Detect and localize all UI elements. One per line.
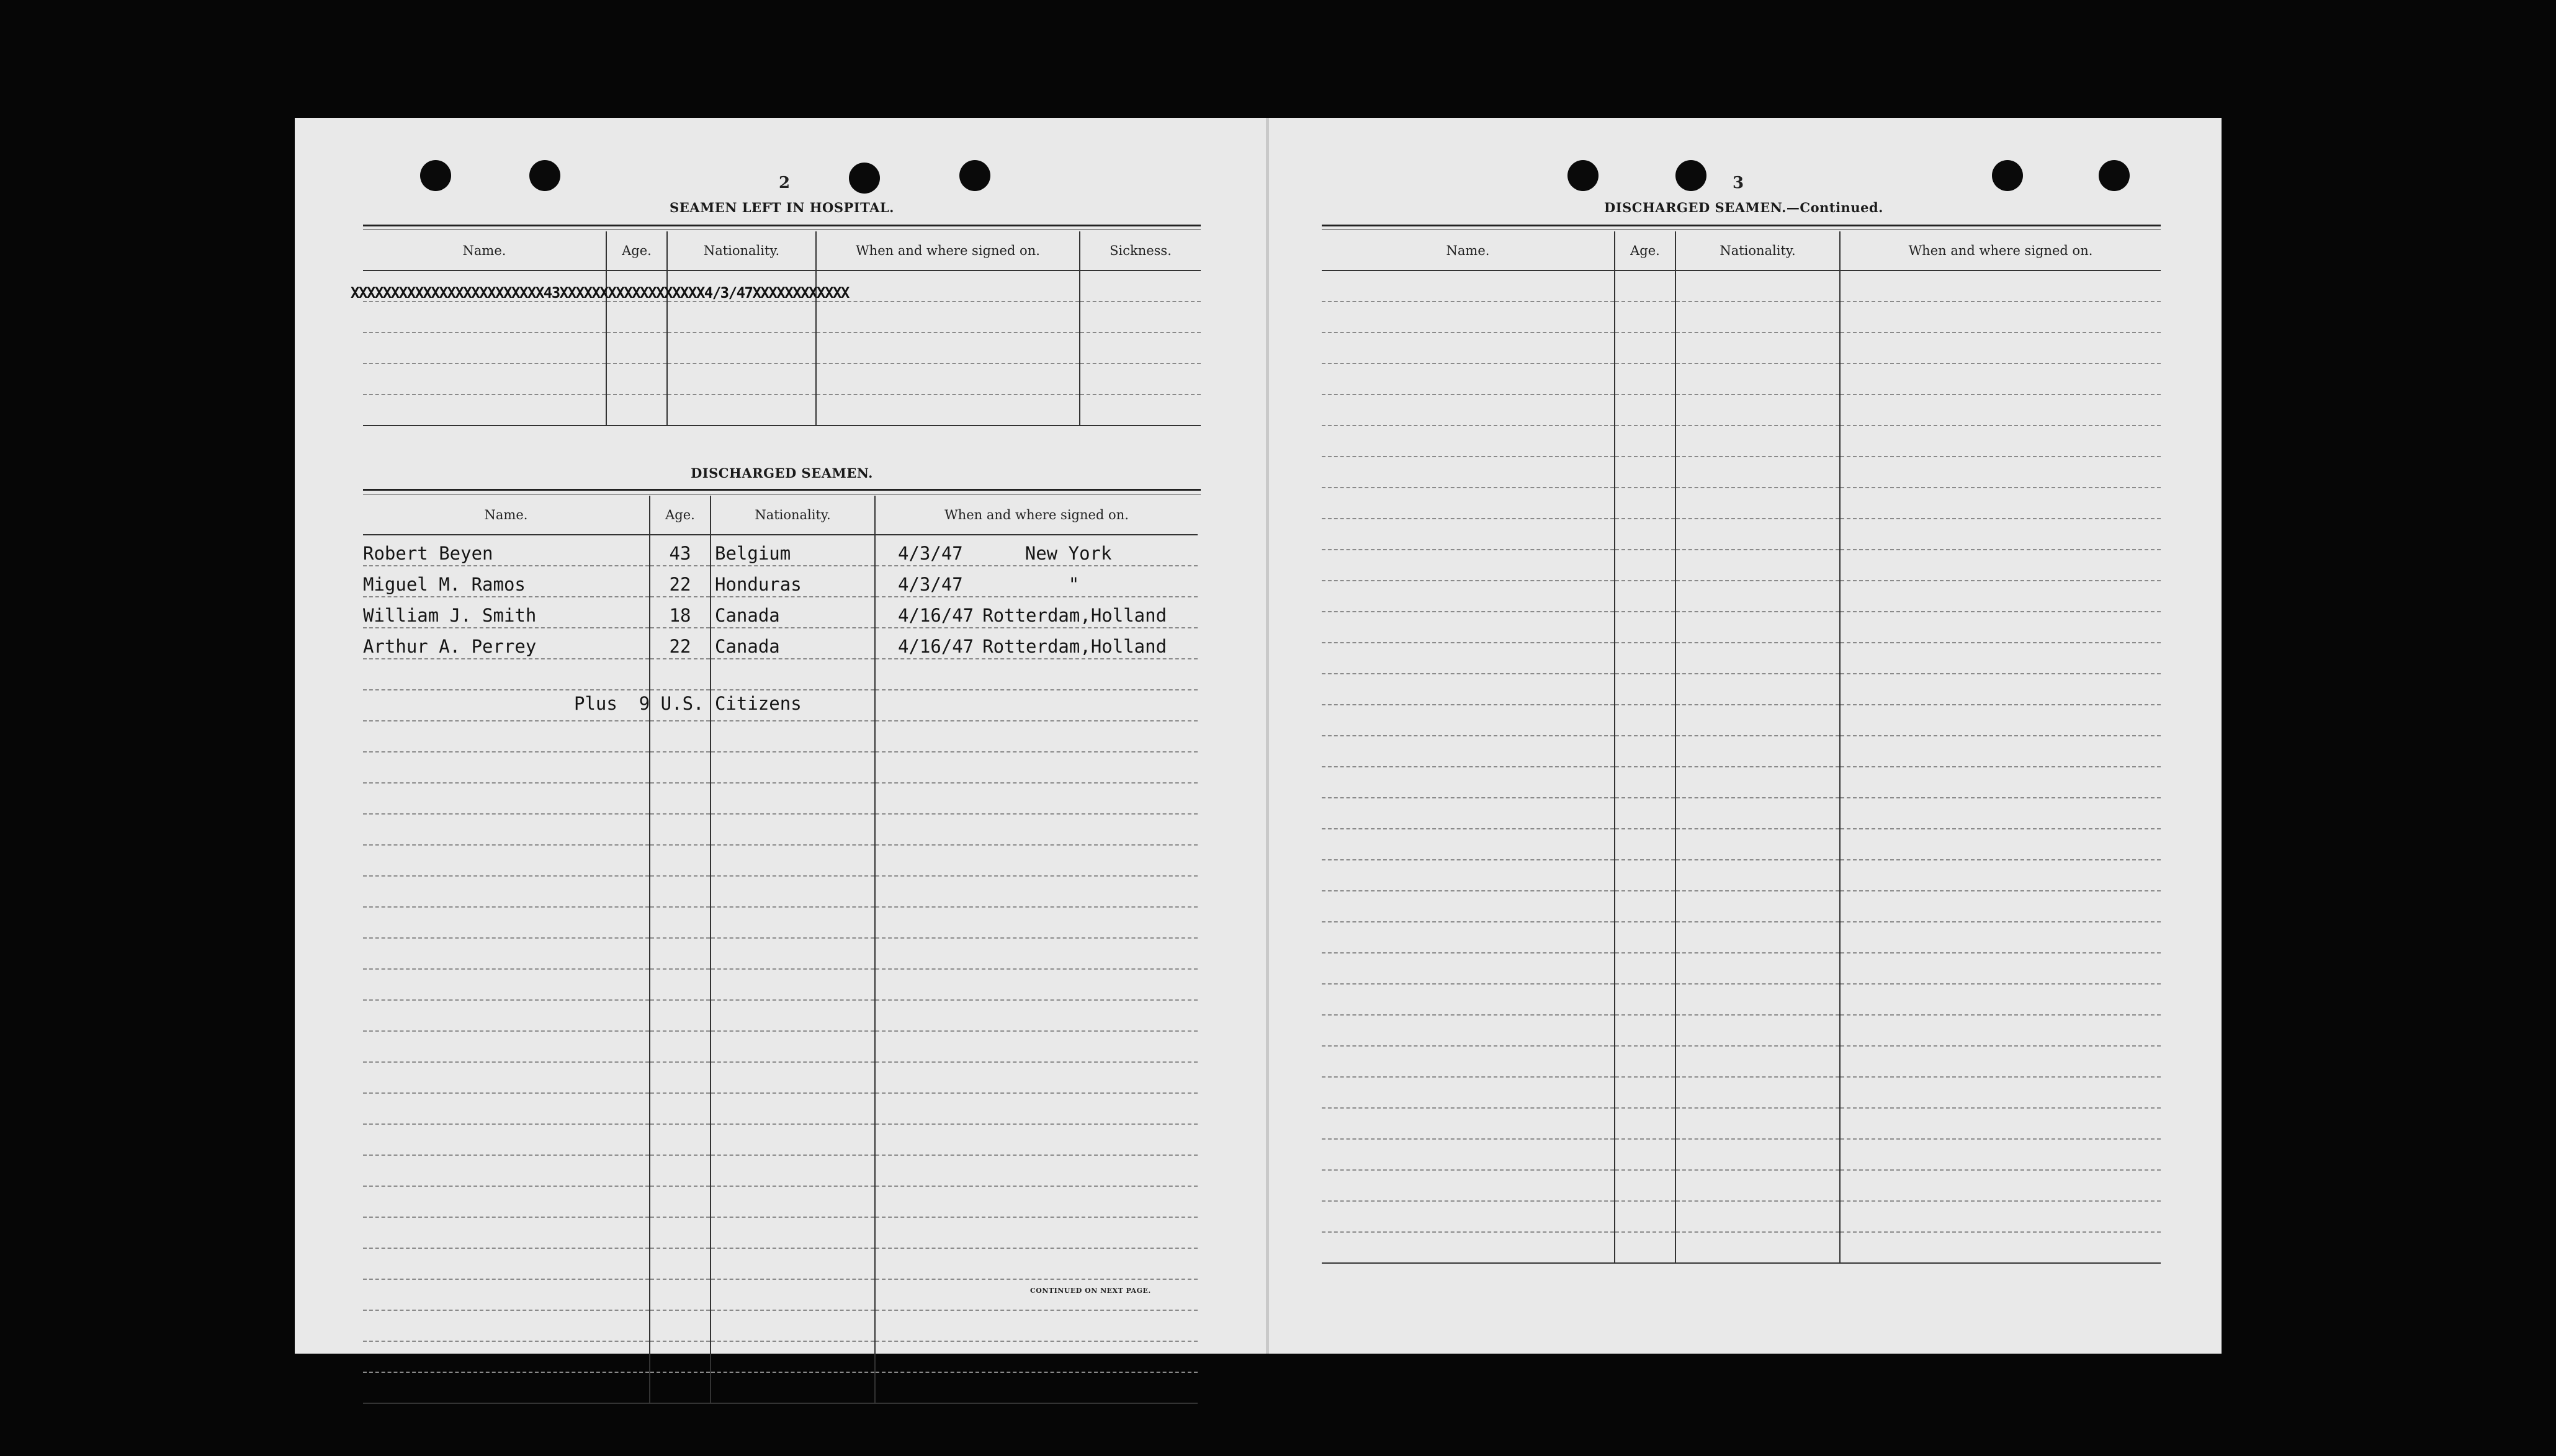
table-row (1322, 1015, 2161, 1046)
table-row (1322, 364, 2161, 395)
column-header-signed-on: When and where signed on. (1840, 231, 2161, 270)
hospital-table (363, 231, 1201, 426)
signed-on-place: Rotterdam,Holland (982, 605, 1167, 626)
table-row (363, 938, 1198, 969)
hospital-section-title: SEAMEN LEFT IN HOSPITAL. (670, 200, 894, 215)
column-header-name: Name. (363, 231, 606, 270)
column-header-age: Age. (1615, 231, 1675, 270)
table-row (1322, 519, 2161, 550)
seaman-name: William J. Smith (363, 597, 650, 628)
seaman-nationality: Honduras (711, 566, 875, 597)
table-row (1322, 643, 2161, 674)
table-row (363, 907, 1198, 938)
table-row (363, 628, 1198, 659)
column-header-name: Name. (363, 496, 650, 535)
table-row (1322, 736, 2161, 767)
column-header-age: Age. (650, 496, 711, 535)
punch-hole (529, 160, 560, 191)
table-row (1322, 270, 2161, 301)
column-header-nationality: Nationality. (1675, 231, 1840, 270)
double-rule (363, 225, 1201, 230)
signed-on-place: Rotterdam,Holland (982, 636, 1167, 657)
table-row (363, 1062, 1198, 1093)
page-fold (1266, 118, 1269, 1354)
table-row (363, 752, 1198, 783)
column-header-age: Age. (606, 231, 667, 270)
table-row (1322, 550, 2161, 581)
column-header-signed-on: When and where signed on. (816, 231, 1080, 270)
table-row (363, 814, 1198, 845)
table-row (1322, 953, 2161, 984)
table-row (1322, 1201, 2161, 1232)
table-row (1322, 1046, 2161, 1077)
table-row (363, 969, 1198, 1000)
seaman-age: 22 (650, 566, 711, 597)
discharged-section-title: DISCHARGED SEAMEN. (691, 465, 873, 481)
table-row (363, 1124, 1198, 1155)
table-row (363, 301, 1201, 333)
page-number-left: 2 (779, 174, 791, 192)
table-row (1322, 829, 2161, 860)
table-row (363, 1186, 1198, 1217)
table-row (1322, 488, 2161, 519)
discharged-continued-table (1322, 231, 2161, 1264)
table-row (363, 1000, 1198, 1031)
table-row (363, 1217, 1198, 1248)
column-header-nationality: Nationality. (711, 496, 875, 535)
table-row (363, 597, 1198, 628)
discharged-continued-title: DISCHARGED SEAMEN.—Continued. (1604, 200, 1883, 215)
table-row (363, 845, 1198, 876)
table-row (1322, 767, 2161, 798)
punch-hole (1675, 160, 1706, 191)
table-row (1322, 860, 2161, 891)
seaman-nationality: Canada (711, 597, 875, 628)
seaman-age: 43 (650, 535, 711, 566)
table-row (363, 1031, 1198, 1062)
signed-on-cell (875, 597, 1198, 628)
signed-on-cell (875, 628, 1198, 659)
seaman-nationality: Canada (711, 628, 875, 659)
struck-out-entry: XXXXXXXXXXXXXXXXXXXXXXXX43XXXXXXXXXXXXXXXXXX4/3/47XXXXXXXXXXXX (351, 284, 849, 301)
table-row (363, 1093, 1198, 1124)
table-row (1322, 1170, 2161, 1201)
table-row (363, 333, 1201, 364)
table-row (363, 395, 1201, 426)
signed-on-place: " (1068, 574, 1080, 595)
table-row (363, 659, 1198, 690)
punch-hole (2099, 160, 2130, 191)
signed-on-date: 4/16/47 (898, 636, 974, 657)
table-row (363, 364, 1201, 395)
signed-on-cell (875, 566, 1198, 597)
table-row (1322, 301, 2161, 333)
table-row (1322, 333, 2161, 364)
table-row (1322, 891, 2161, 922)
discharged-table (363, 496, 1198, 1404)
table-row (363, 566, 1198, 597)
table-row (1322, 581, 2161, 612)
column-header-sickness: Sickness. (1080, 231, 1201, 270)
table-row (1322, 798, 2161, 829)
table-row (363, 535, 1198, 566)
punch-hole (1992, 160, 2023, 191)
punch-hole (1567, 160, 1599, 191)
column-header-name: Name. (1322, 231, 1615, 270)
continued-footer: CONTINUED ON NEXT PAGE. (1030, 1287, 1151, 1295)
table-row (363, 1155, 1198, 1186)
seaman-name: Arthur A. Perrey (363, 628, 650, 659)
table-row (363, 1248, 1198, 1279)
table-row (363, 1372, 1198, 1403)
double-rule (1322, 225, 2161, 230)
table-row (363, 1279, 1198, 1310)
seaman-name: Miguel M. Ramos (363, 566, 650, 597)
table-row (363, 876, 1198, 907)
table-row (363, 783, 1198, 814)
page-number-right: 3 (1733, 174, 1744, 192)
punch-hole (420, 160, 451, 191)
table-row (1322, 1077, 2161, 1108)
signed-on-date: 4/3/47 (898, 574, 963, 595)
double-rule (363, 489, 1201, 494)
table-row (1322, 426, 2161, 457)
table-row (1322, 922, 2161, 953)
signed-on-date: 4/3/47 (898, 543, 963, 564)
table-row (363, 1310, 1198, 1341)
table-row (1322, 612, 2161, 643)
signed-on-place: New York (1025, 543, 1112, 564)
seaman-age: 22 (650, 628, 711, 659)
table-row (1322, 395, 2161, 426)
seaman-nationality: Belgium (711, 535, 875, 566)
plus-citizens-note: Plus 9 U.S. Citizens (574, 693, 802, 714)
punch-hole (849, 163, 880, 194)
signed-on-cell (875, 535, 1198, 566)
table-row (1322, 1108, 2161, 1139)
table-row (1322, 457, 2161, 488)
table-row (1322, 1139, 2161, 1170)
table-row (363, 721, 1198, 752)
column-header-signed-on: When and where signed on. (875, 496, 1198, 535)
column-header-nationality: Nationality. (667, 231, 816, 270)
table-row (1322, 674, 2161, 705)
table-row (363, 1341, 1198, 1372)
seaman-name: Robert Beyen (363, 535, 650, 566)
table-row (1322, 705, 2161, 736)
right-table-body (1322, 270, 2161, 1263)
punch-hole (959, 160, 990, 191)
signed-on-date: 4/16/47 (898, 605, 974, 626)
table-row (1322, 984, 2161, 1015)
seaman-age: 18 (650, 597, 711, 628)
table-row (1322, 1232, 2161, 1263)
